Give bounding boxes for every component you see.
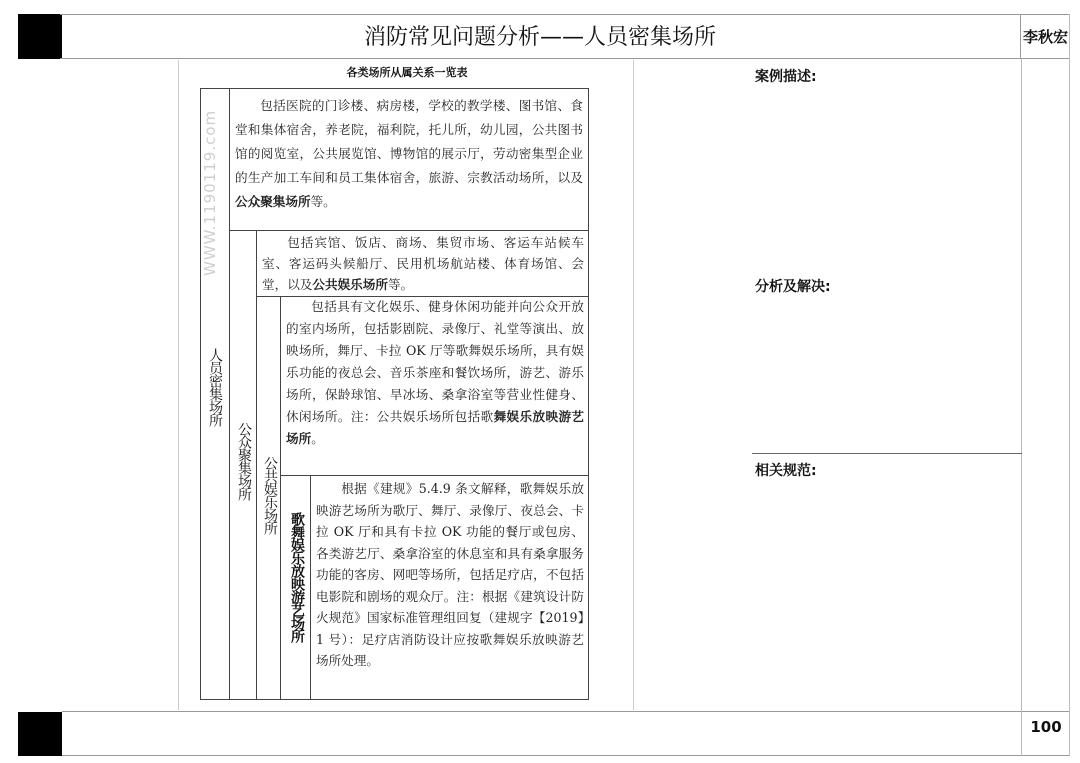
row-1-text: 包括医院的门诊楼、病房楼，学校的教学楼、图书馆、食堂和集体宿舍，养老院，福利院，托儿所，幼儿园，公共图书馆的阅览室，公共展览馆、博物馆的展示厅，劳动密集型企业的生产加工车间和员工集体宿舍，旅游、宗教活动场所，以及 [235,98,583,185]
analysis-label: 分析及解决: [755,279,831,295]
corner-block-top-left [18,14,62,59]
footer-divider [62,711,1070,712]
category-public-entertainment: 公共娱乐场所 [262,456,278,534]
row-3-tail: 。 [311,431,324,446]
row-4-text: 根据《建规》5.4.9 条文解释，歌舞娱乐放映游艺场所为歌厅、舞厅、录像厅、夜总会、卡拉 OK 厅和具有卡拉 OK 功能的餐厅或包房、各类游艺厅、桑拿浴室的休息室和具有桑拿服务功能的客房、网吧等场所，包括足疗店，不包括电影院和剧场的观众厅。注：根据《建筑设计防火规范》国家标准管理组回复（建规字【2019】1 号）：足疗店消防设计应按歌舞娱乐放映游艺场所处理。 [316,481,584,668]
row-1-description [235,94,583,214]
page-number: 100 [1030,718,1062,736]
watermark: WWW.1190119.com [201,109,219,276]
row-2-text: 包括宾馆、饭店、商场、集贸市场、客运车站候车室、客运码头候船厅、民用机场航站楼、体育场馆、会堂，以及 [262,235,584,292]
row-1-tail: 等。 [310,194,336,209]
row-3-text: 包括具有文化娱乐、健身休闲功能并向公众开放的室内场所，包括影剧院、录像厅、礼堂等演出、放映场所，舞厅、卡拉 OK 厅等歌舞娱乐场所，具有娱乐功能的夜总会、音乐茶座和餐饮场所，游艺、游乐场所，保龄球馆、旱冰场、桑拿浴室等营业性健身、休闲场所。注：公共娱乐场所包括歌 [286,299,584,424]
row-4-description [316,478,584,672]
page-title: 消防常见问题分析——人员密集场所 [60,14,1020,59]
row-3-description [286,296,584,450]
category-public-gathering: 公众聚集场所 [236,422,252,500]
row-2-tail: 等。 [387,277,414,292]
row-3-bold: 舞娱乐放映游艺场所 [286,409,585,446]
category-personnel-dense: 人员密集场所 [207,348,223,426]
right-column-divider [1021,59,1022,756]
row-1-bold: 公众聚集场所 [235,194,311,209]
bottom-border [62,755,1070,756]
category-song-dance-venues: 歌舞娱乐放映游艺场所 [289,512,305,642]
related-norms-label: 相关规范: [755,463,817,479]
author-name: 李秋宏 [1020,14,1070,59]
norms-divider [752,453,1022,454]
corner-block-bottom-left [18,712,62,756]
right-border [1069,14,1070,756]
row-2-description [262,232,584,295]
row-2-bold: 公共娱乐场所 [312,277,388,292]
table-title: 各类场所从属关系一览表 [346,66,468,79]
case-description-label: 案例描述: [755,69,817,85]
